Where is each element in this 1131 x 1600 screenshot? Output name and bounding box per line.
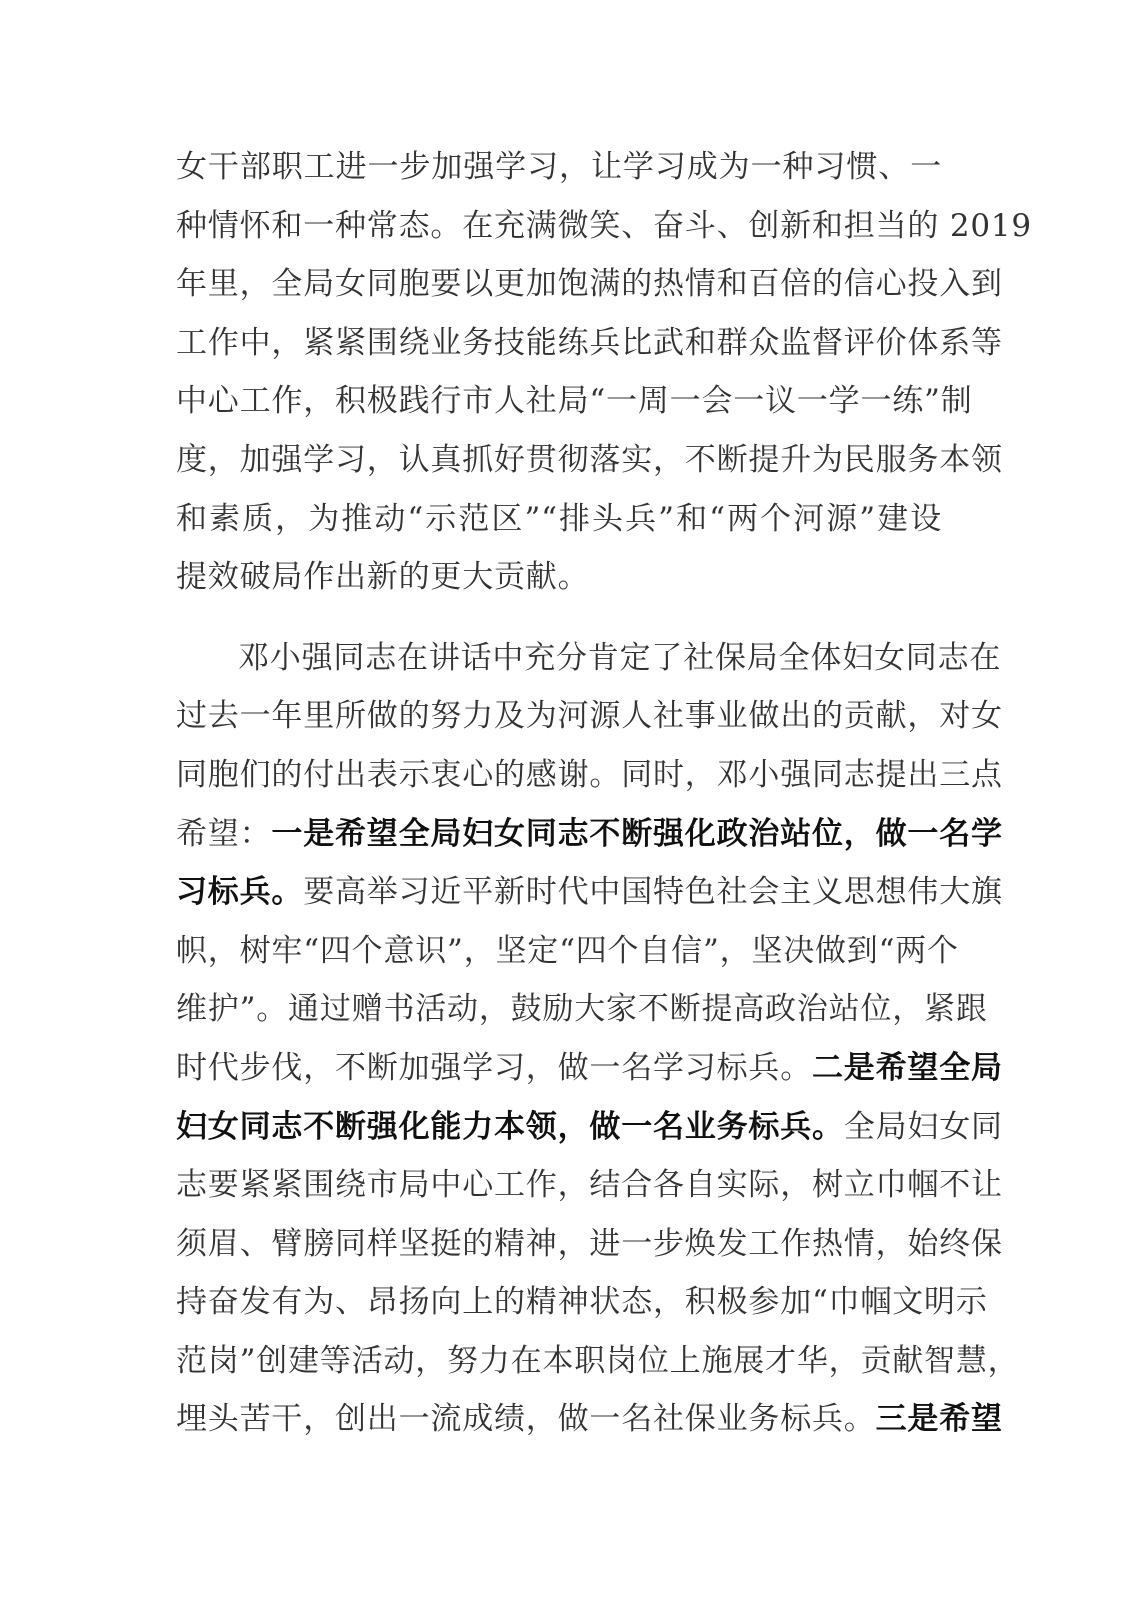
paragraph-2-line: 志要紧紧围绕市局中心工作，结合各自实际，树立巾帼不让: [176, 1167, 1003, 1204]
paragraph-1-line: 提效破局作出新的更大贡献。: [176, 559, 590, 596]
paragraph-1-line: 和素质，为推动“示范区”“排头兵”和“两个河源”建设: [176, 500, 942, 537]
paragraph-gap: [176, 607, 942, 629]
paragraph-2-line: 同胞们的付出表示衷心的感谢。同时，邓小强同志提出三点: [176, 756, 1003, 793]
paragraph-2-line: 维护”。通过赠书活动，鼓励大家不断提高政治站位，紧跟: [176, 991, 988, 1028]
paragraph-1-line: 种情怀和一种常态。在充满微笑、奋斗、创新和担当的 2019: [176, 207, 1032, 244]
paragraph-2-line: [176, 1390, 1003, 1449]
bold-text-run: 三是希望: [875, 1401, 1003, 1438]
bold-text-run: 一是希望全局妇女同志不断强化政治站位，做一名学: [271, 815, 1003, 852]
paragraph-2-line: 持奋发有为、昂扬向上的精神状态，积极参加“巾帼文明示: [176, 1284, 988, 1321]
text-run: 全局妇女同: [843, 1108, 1003, 1145]
paragraph-2-line: [176, 1098, 1003, 1157]
body-text: [176, 138, 1032, 1449]
paragraph-2-line: [176, 863, 1003, 922]
paragraph-1-line: 度，加强学习，认真抓好贯彻落实，不断提升为民服务本领: [176, 441, 1003, 478]
text-run: 要高举习近平新时代中国特色社会主义思想伟大旗: [303, 874, 1003, 911]
text-run: 希望：: [176, 815, 272, 852]
paragraph-2-line: 过去一年里所做的努力及为河源人社事业做出的贡献，对女: [176, 698, 1003, 735]
text-run: 时代步伐，不断加强学习，做一名学习标兵。: [176, 1049, 812, 1086]
text-run: 埋头苦干，创出一流成绩，做一名社保业务标兵。: [176, 1401, 876, 1438]
paragraph-1-line: 年里，全局女同胞要以更加饱满的热情和百倍的信心投入到: [176, 266, 1003, 303]
paragraph-1-line: 中心工作，积极践行市人社局“一周一会一议一学一练”制: [176, 383, 973, 420]
paragraph-2-line: 范岗”创建等活动，努力在本职岗位上施展才华，贡献智慧，: [176, 1342, 1020, 1379]
bold-text-run: 妇女同志不断强化能力本领，做一名业务标兵。: [176, 1108, 844, 1145]
paragraph-2-line: [176, 805, 1003, 864]
paragraph-2-line: 须眉、臂膀同样坚挺的精神，进一步焕发工作热情，始终保: [176, 1225, 1003, 1262]
paragraph-2-line: 邓小强同志在讲话中充分肯定了社保局全体妇女同志在: [238, 639, 1002, 676]
bold-text-run: 二是希望全局: [812, 1049, 1003, 1086]
bold-text-run: 习标兵。: [176, 874, 304, 911]
paragraph-2: [176, 629, 1020, 1449]
paragraph-2-line: 帜，树牢“四个意识”，坚定“四个自信”，坚决做到“两个: [176, 932, 959, 969]
paragraph-1: [176, 138, 1032, 607]
paragraph-1-line: 工作中，紧紧围绕业务技能练兵比武和群众监督评价体系等: [176, 324, 1003, 361]
paragraph-1-line: 女干部职工进一步加强学习，让学习成为一种习惯、一: [176, 149, 942, 185]
paragraph-2-line: [176, 1039, 1003, 1098]
